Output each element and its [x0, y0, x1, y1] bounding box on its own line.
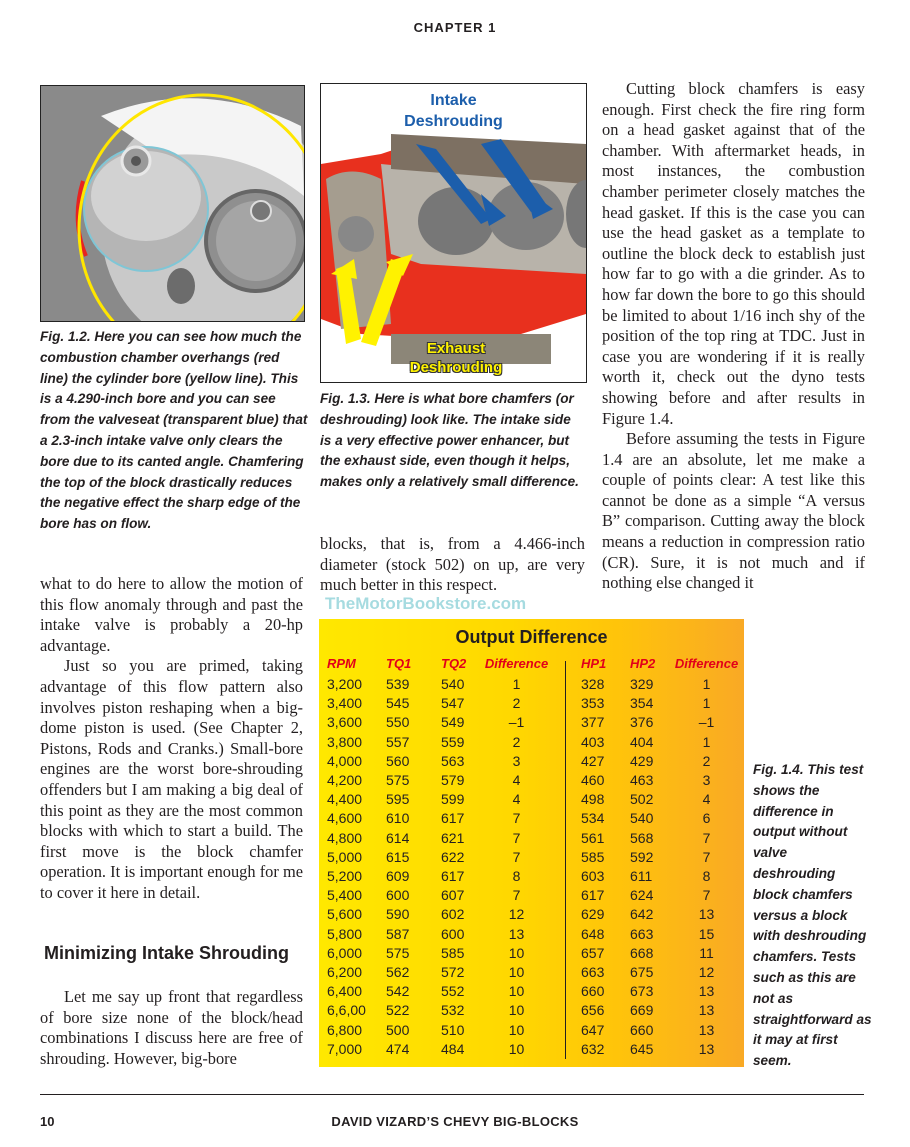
table-row: [319, 849, 744, 868]
chapter-header: CHAPTER 1: [413, 20, 497, 35]
cell-hp1: 603: [581, 868, 605, 884]
cell-hp-difference: 2: [702, 752, 711, 769]
cell-rpm: 6,800: [327, 1021, 363, 1038]
table-row: [319, 714, 744, 733]
cell-tq2: 622: [441, 848, 465, 865]
cell-tq2: 599: [441, 791, 465, 808]
cell-tq1: 614: [386, 829, 410, 846]
cell-tq2: 585: [441, 944, 465, 961]
cell-hp-difference: 11: [699, 944, 714, 961]
cell-hp1: 585: [581, 848, 605, 865]
cell-tq1: 500: [386, 1021, 410, 1038]
table-row: [319, 830, 744, 849]
cell-hp1: 629: [581, 906, 605, 923]
cell-rpm: 6,200: [327, 964, 363, 980]
cell-tq-difference: 3: [512, 752, 521, 769]
cell-rpm: 4,600: [327, 810, 363, 827]
table-row: [319, 1041, 744, 1060]
cell-hp2: 624: [630, 887, 654, 904]
cell-hp-difference: 13: [698, 1021, 715, 1038]
cell-hp2: 673: [630, 983, 654, 1000]
figure-1-4-caption: Fig. 1.4. This test shows the difference in output without valve deshrouding block chamfers versus a block with deshrouding chamfers. Tests such as this are not as straightforward as it may at first seem.: [753, 762, 872, 1069]
header-hp1: HP1: [581, 656, 607, 671]
table-row: [319, 772, 744, 791]
cell-hp2: 669: [630, 1002, 654, 1019]
cell-tq-difference: 10: [508, 944, 525, 961]
cell-tq1: 609: [386, 868, 410, 884]
cell-tq-difference: –1: [508, 714, 525, 731]
cell-hp1: 617: [581, 887, 605, 904]
cell-hp-difference: 13: [698, 983, 715, 1000]
cell-tq2: 602: [441, 906, 465, 923]
table-row: [319, 1022, 744, 1041]
cell-hp2: 329: [630, 676, 654, 692]
cell-hp-difference: 13: [698, 1040, 715, 1057]
cell-rpm: 3,800: [327, 733, 363, 750]
header-hp2: HP2: [630, 656, 656, 671]
intake-label-line2: Deshrouding: [404, 113, 503, 130]
table-row: [319, 906, 744, 925]
cell-hp2: 463: [630, 772, 654, 788]
output-difference-table: [319, 619, 744, 1067]
cell-hp-difference: 7: [702, 829, 711, 846]
cell-hp1: 460: [581, 772, 605, 788]
cell-tq2: 484: [441, 1040, 465, 1057]
cell-tq1: 600: [386, 887, 410, 904]
cell-hp-difference: 4: [702, 791, 711, 808]
table-title: Output Difference: [455, 627, 608, 647]
header-tq1: TQ1: [386, 656, 412, 671]
paragraph: blocks, that is, from a 4.466-inch diameter (stock 502) on up, are very much better in this respect.: [320, 534, 585, 595]
table-row: [319, 734, 744, 753]
cell-hp2: 404: [630, 733, 654, 750]
cell-hp2: 568: [630, 829, 654, 846]
cell-tq2: 572: [441, 964, 465, 980]
cell-tq1: 550: [386, 714, 410, 731]
cell-hp1: 534: [581, 810, 605, 827]
cell-tq1: 587: [386, 925, 410, 942]
cell-tq2: 532: [441, 1002, 465, 1019]
cell-tq-difference: 10: [508, 964, 525, 980]
cell-hp2: 668: [630, 944, 654, 961]
figure-1-2-caption: Fig. 1.2. Here you can see how much the combustion chamber overhangs (red line) the cylinder bore (yellow line). This is a 4.290-inch bore and you can see from the valveseat (transparent blue) that a 2.3-inch intake valve only clears the bore due to its canted angle. Chamfering the top of the block drastically reduces the negative effect the sharp edge of the bore has on flow.: [40, 329, 308, 532]
cell-tq2: 600: [441, 925, 465, 942]
paragraph: Before assuming the tests in Figure 1.4 are an absolute, let me make a couple of points clear: A test like this cannot be done as a simple “A versus B” comparison. Cutting away the block means a reduction in compression ratio (CR). Sure, it is not much and if nothing else changed it: [602, 429, 865, 593]
cell-hp1: 660: [581, 983, 605, 1000]
cell-hp-difference: 1: [702, 676, 711, 692]
cell-rpm: 4,000: [327, 752, 363, 769]
cell-rpm: 3,400: [327, 695, 363, 712]
figure-1-3-photo: [320, 83, 587, 383]
cell-tq-difference: 10: [508, 983, 525, 1000]
header-rpm: RPM: [327, 656, 356, 671]
cell-tq-difference: 2: [512, 695, 521, 712]
cell-hp-difference: 13: [698, 1002, 715, 1019]
exhaust-label-line2: Deshrouding: [409, 359, 503, 376]
cell-tq1: 575: [386, 772, 410, 788]
table-row: [319, 810, 744, 829]
cell-tq2: 540: [441, 676, 465, 692]
combustion-chamber-illustration: [41, 86, 304, 321]
cell-hp-difference: 3: [702, 772, 711, 788]
cell-rpm: 3,600: [327, 714, 363, 731]
cell-hp2: 354: [630, 695, 654, 712]
cell-rpm: 4,200: [327, 772, 363, 788]
cell-rpm: 5,600: [327, 906, 363, 923]
cell-hp-difference: 13: [698, 906, 715, 923]
section-heading: Minimizing Intake Shrouding: [44, 943, 289, 963]
cell-rpm: 7,000: [327, 1040, 363, 1057]
figure-1-2-photo: [40, 85, 305, 322]
cell-rpm: 5,800: [327, 925, 363, 942]
cell-hp1: 328: [581, 676, 605, 692]
table-row: [319, 1002, 744, 1021]
cell-tq1: 562: [386, 964, 410, 980]
cell-tq2: 549: [441, 714, 465, 731]
paragraph: Cutting block chamfers is easy enough. First check the fire ring form on a head gasket against that of the chamber. With aftermarket heads, in most instances, the combustion chamber perimeter closely matches the head gasket. If this is the case you can use the head gasket as a template to outline the block deck to establish just how far to go with a die grinder. As to how far down the bore to go this should be limited to about 1/16 inch shy of the position of the top ring at TDC. Just in case you are wondering if it is really worth it, check out the dyno tests showing before and after results in Figure 1.4.: [602, 79, 865, 428]
cell-tq2: 617: [441, 810, 465, 827]
cell-tq1: 522: [386, 1002, 410, 1019]
paragraph: Just so you are primed, taking advantage of this flow pattern also involves piston reshaping when a big-dome piston is used. (See Chapter 2, Pistons, Rods and Cranks.) Small-bore engines are the worst bore-shrouding offenders but I am making a big deal of this point as they are the most common blocks with which to start a build. The first move is the block chamfer operation. It is important enough for me to cover it here in detail.: [40, 656, 303, 902]
cell-tq1: 557: [386, 733, 410, 750]
book-title: DAVID VIZARD’S CHEVY BIG-BLOCKS: [331, 1114, 579, 1129]
cell-rpm: 6,6,00: [327, 1002, 366, 1019]
page-number: 10: [40, 1114, 55, 1129]
cell-tq1: 560: [386, 752, 410, 769]
cell-rpm: 6,400: [327, 983, 363, 1000]
exhaust-label-line1: Exhaust: [426, 340, 486, 357]
cell-hp1: 657: [581, 944, 605, 961]
cell-tq1: 590: [386, 906, 410, 923]
cell-hp2: 540: [630, 810, 654, 827]
column-1-body-continued: [40, 987, 303, 1069]
cell-hp1: 498: [581, 791, 605, 808]
cell-tq2: 607: [441, 887, 465, 904]
cell-hp1: 663: [581, 964, 605, 980]
cell-rpm: 6,000: [327, 944, 363, 961]
cell-hp1: 403: [581, 733, 605, 750]
cell-hp1: 353: [581, 695, 605, 712]
cell-rpm: 5,000: [327, 848, 363, 865]
watermark: TheMotorBookstore.com: [325, 594, 527, 613]
cell-tq-difference: 7: [512, 887, 521, 904]
cell-hp-difference: 15: [698, 925, 715, 942]
cell-hp-difference: 7: [702, 848, 711, 865]
cell-tq-difference: 12: [508, 906, 525, 923]
cell-hp1: 427: [581, 752, 605, 769]
intake-label-line1: Intake: [430, 92, 477, 109]
table-row: [319, 753, 744, 772]
cell-tq2: 510: [441, 1021, 465, 1038]
table-row: [319, 887, 744, 906]
cell-hp2: 642: [630, 906, 654, 923]
table-header-row: [319, 656, 744, 675]
table-row: [319, 695, 744, 714]
table-row: [319, 964, 744, 983]
table-row: [319, 983, 744, 1002]
cell-tq1: 610: [386, 810, 410, 827]
footer-rule: [40, 1094, 864, 1095]
cell-hp-difference: 7: [702, 887, 711, 904]
cell-tq1: 595: [386, 791, 410, 808]
cell-hp2: 592: [630, 848, 654, 865]
table-row: [319, 868, 744, 887]
cell-hp2: 660: [630, 1021, 654, 1038]
cell-tq2: 621: [441, 829, 465, 846]
column-3-body: [602, 79, 865, 594]
cell-tq-difference: 7: [512, 848, 521, 865]
cell-hp1: 647: [581, 1021, 605, 1038]
table-row: [319, 926, 744, 945]
cell-hp2: 675: [630, 964, 654, 980]
cell-tq2: 552: [441, 983, 465, 1000]
column-1-body: [40, 574, 303, 904]
cell-hp2: 645: [630, 1040, 654, 1057]
table-row: [319, 676, 744, 695]
cell-hp1: 648: [581, 925, 605, 942]
cell-rpm: 4,800: [327, 829, 363, 846]
cell-tq1: 575: [386, 944, 410, 961]
cell-hp1: 377: [581, 714, 605, 731]
cell-hp2: 611: [630, 868, 653, 884]
table-row: [319, 945, 744, 964]
cell-hp2: 663: [630, 925, 654, 942]
cell-hp1: 561: [581, 829, 605, 846]
cell-hp-difference: 12: [698, 964, 715, 980]
cell-tq2: 547: [441, 695, 465, 712]
cell-tq-difference: 10: [508, 1002, 525, 1019]
cell-tq2: 579: [441, 772, 465, 788]
cell-tq1: 474: [386, 1040, 410, 1057]
cell-hp-difference: 1: [702, 695, 711, 712]
cell-hp-difference: 6: [702, 810, 711, 827]
cell-hp1: 632: [581, 1040, 605, 1057]
cell-tq-difference: 7: [512, 810, 521, 827]
cell-tq1: 615: [386, 848, 410, 865]
table-row: [319, 791, 744, 810]
cell-tq-difference: 4: [512, 772, 521, 788]
column-2-body: [320, 534, 585, 596]
cell-tq-difference: 13: [508, 925, 525, 942]
cell-rpm: 4,400: [327, 791, 363, 808]
cell-rpm: 5,400: [327, 887, 363, 904]
header-tq2: TQ2: [441, 656, 467, 671]
cell-tq-difference: 7: [512, 829, 521, 846]
cell-tq2: 559: [441, 733, 465, 750]
cell-tq-difference: 4: [512, 791, 521, 808]
cell-hp1: 656: [581, 1002, 605, 1019]
cell-rpm: 3,200: [327, 676, 363, 692]
cell-hp2: 502: [630, 791, 654, 808]
cell-rpm: 5,200: [327, 868, 363, 884]
cell-tq2: 617: [441, 868, 465, 884]
header-hp-difference: Difference: [674, 656, 739, 671]
cell-tq-difference: 8: [512, 868, 521, 884]
cell-tq1: 542: [386, 983, 410, 1000]
cell-tq2: 563: [441, 752, 465, 769]
cell-hp-difference: 8: [702, 868, 711, 884]
cell-tq-difference: 10: [508, 1021, 525, 1038]
cell-tq1: 539: [386, 676, 410, 692]
paragraph: what to do here to allow the motion of this flow anomaly through and past the intake valve is probably a 20-hp advantage.: [40, 574, 303, 655]
cell-hp-difference: 1: [702, 733, 711, 750]
cell-hp2: 429: [630, 752, 654, 769]
cell-tq-difference: 1: [512, 676, 521, 692]
cell-tq1: 545: [386, 695, 410, 712]
cell-tq-difference: 10: [508, 1040, 525, 1057]
cell-tq-difference: 2: [512, 733, 521, 750]
paragraph: Let me say up front that regardless of bore size none of the block/head combinations I discuss here are free of shrouding. However, big-bore: [40, 987, 303, 1068]
figure-1-3-caption: Fig. 1.3. Here is what bore chamfers (or deshrouding) look like. The intake side is a very effective power enhancer, but the exhaust side, even though it helps, makes only a relatively small difference.: [320, 391, 579, 490]
header-tq-difference: Difference: [484, 656, 549, 671]
cell-hp-difference: –1: [698, 714, 715, 731]
cell-hp2: 376: [630, 714, 654, 731]
